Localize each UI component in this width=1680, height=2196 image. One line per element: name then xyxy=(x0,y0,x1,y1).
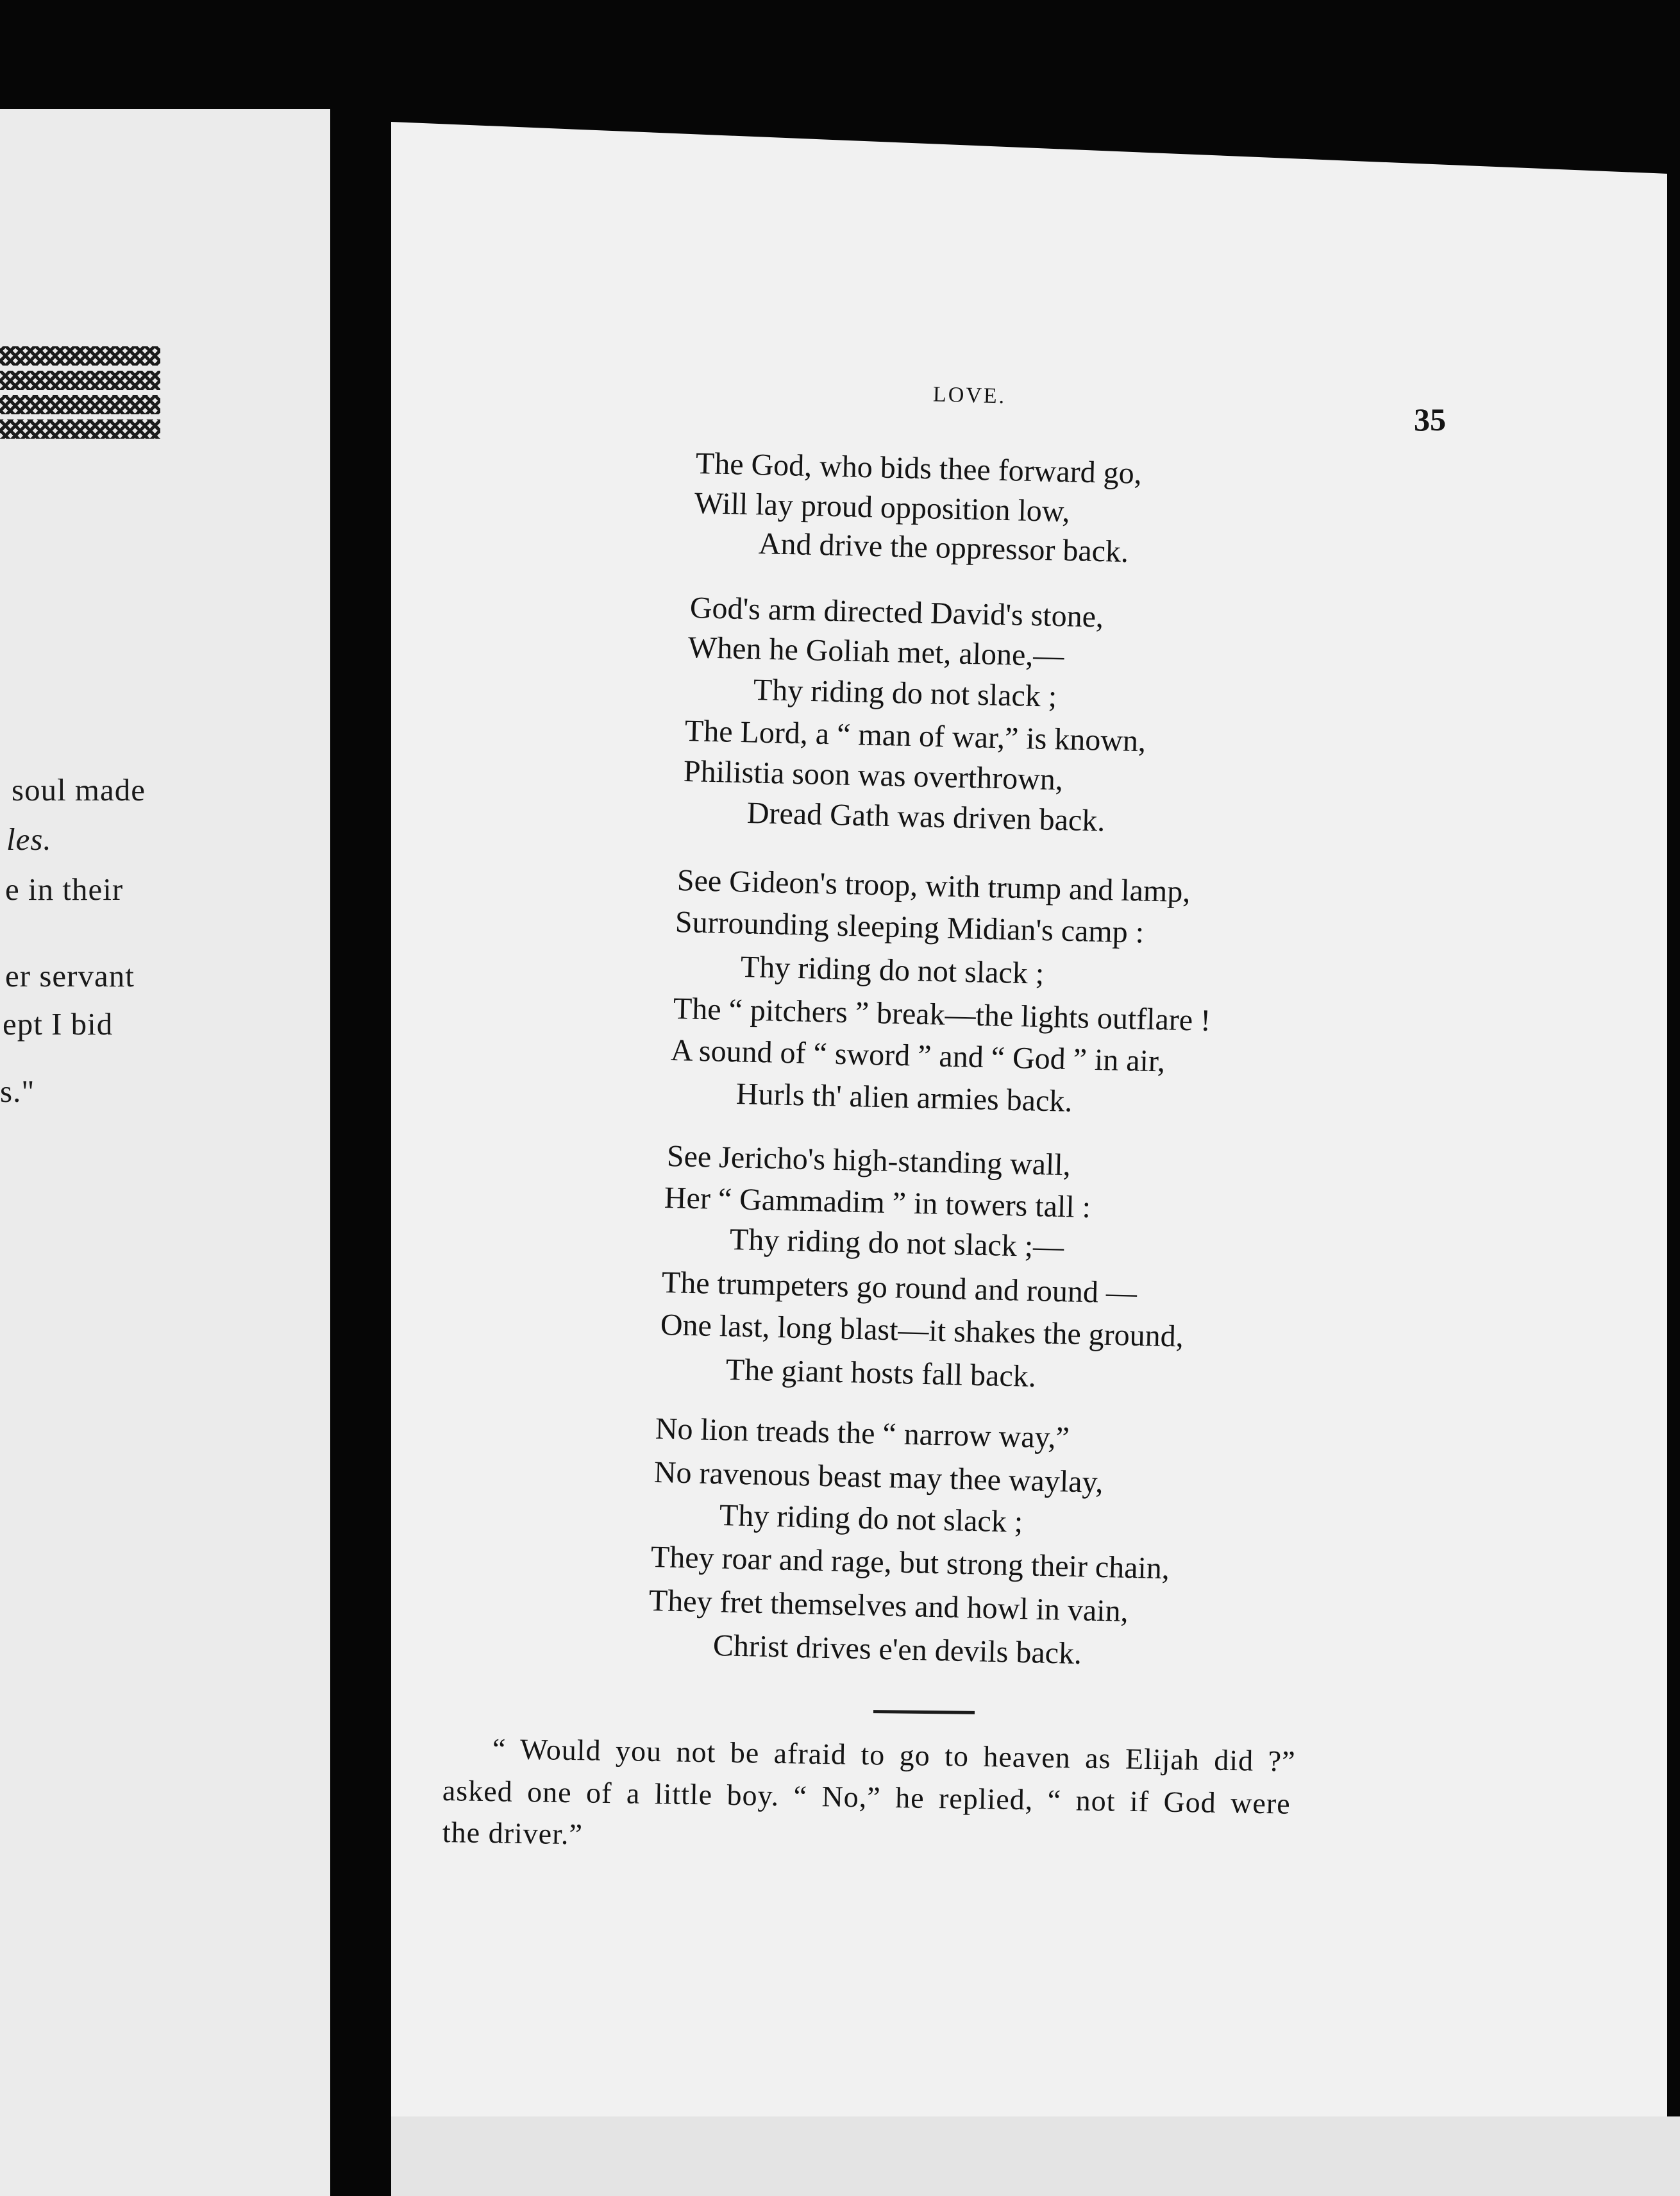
verse-line: They fret themselves and howl in vain, xyxy=(648,1584,1129,1628)
verse-line: Philistia soon was overthrown, xyxy=(683,754,1064,797)
verse-line: Thy riding do not slack ; xyxy=(719,1498,1023,1539)
left-page-fragment: s." xyxy=(0,1074,35,1109)
verse-line: Dread Gath was driven back. xyxy=(746,796,1105,838)
verse-line: Thy riding do not slack ; xyxy=(753,673,1057,714)
verse-line: Hurls th' alien armies back. xyxy=(735,1077,1073,1119)
verse-line: The Lord, a “ man of war,” is known, xyxy=(684,714,1147,759)
left-page-fragment: ept I bid xyxy=(3,1006,113,1042)
verse-line: Surrounding sleeping Midian's camp : xyxy=(675,905,1145,950)
verse-line: The God, who bids thee forward go, xyxy=(695,446,1143,491)
verse-line: They roar and rage, but strong their chain, xyxy=(650,1540,1170,1586)
verse-line: Thy riding do not slack ; xyxy=(740,950,1045,991)
left-page-fragment: les. xyxy=(6,822,52,857)
verse-line: The giant hosts fall back. xyxy=(725,1353,1037,1394)
verse-line: No lion treads the “ narrow way,” xyxy=(655,1412,1070,1455)
verse-line: God's arm directed David's stone, xyxy=(689,591,1104,634)
anecdote-line: “ Would you not be afraid to go to heaven as Elijah did ?” xyxy=(492,1732,1296,1778)
decorative-ornament-band xyxy=(0,346,160,443)
verse-line: See Jericho's high-standing wall, xyxy=(666,1139,1071,1183)
verse-line: The “ pitchers ” break—the lights outflare ! xyxy=(673,992,1211,1038)
left-page-fragment: e in their xyxy=(5,872,124,907)
left-page xyxy=(0,109,330,2196)
verse-line: Will lay proud opposition low, xyxy=(694,486,1071,529)
left-page-fragment: er servant xyxy=(5,958,135,993)
running-head: LOVE. xyxy=(932,382,1007,409)
verse-line: A sound of “ sword ” and “ God ” in air, xyxy=(670,1033,1166,1079)
page-number: 35 xyxy=(1414,401,1446,437)
verse-line: And drive the oppressor back. xyxy=(758,527,1129,570)
verse-line: Thy riding do not slack ;— xyxy=(729,1222,1064,1264)
page-bottom-edge xyxy=(391,2116,1680,2196)
verse-line: Her “ Gammadim ” in towers tall : xyxy=(664,1181,1091,1225)
verse-line: No ravenous beast may thee waylay, xyxy=(653,1455,1104,1499)
verse-line: When he Goliah met, alone,— xyxy=(687,630,1064,673)
verse-line: Christ drives e'en devils back. xyxy=(712,1628,1082,1671)
verse-line: See Gideon's troop, with trump and lamp, xyxy=(676,863,1191,909)
anecdote-line: the driver.” xyxy=(442,1816,584,1851)
verse-line: The trumpeters go round and round — xyxy=(661,1265,1138,1310)
anecdote-line: asked one of a little boy. “ No,” he replied, “ not if God were xyxy=(442,1774,1291,1820)
left-page-fragment: soul made xyxy=(12,772,146,807)
verse-line: One last, long blast—it shakes the ground, xyxy=(660,1308,1184,1354)
